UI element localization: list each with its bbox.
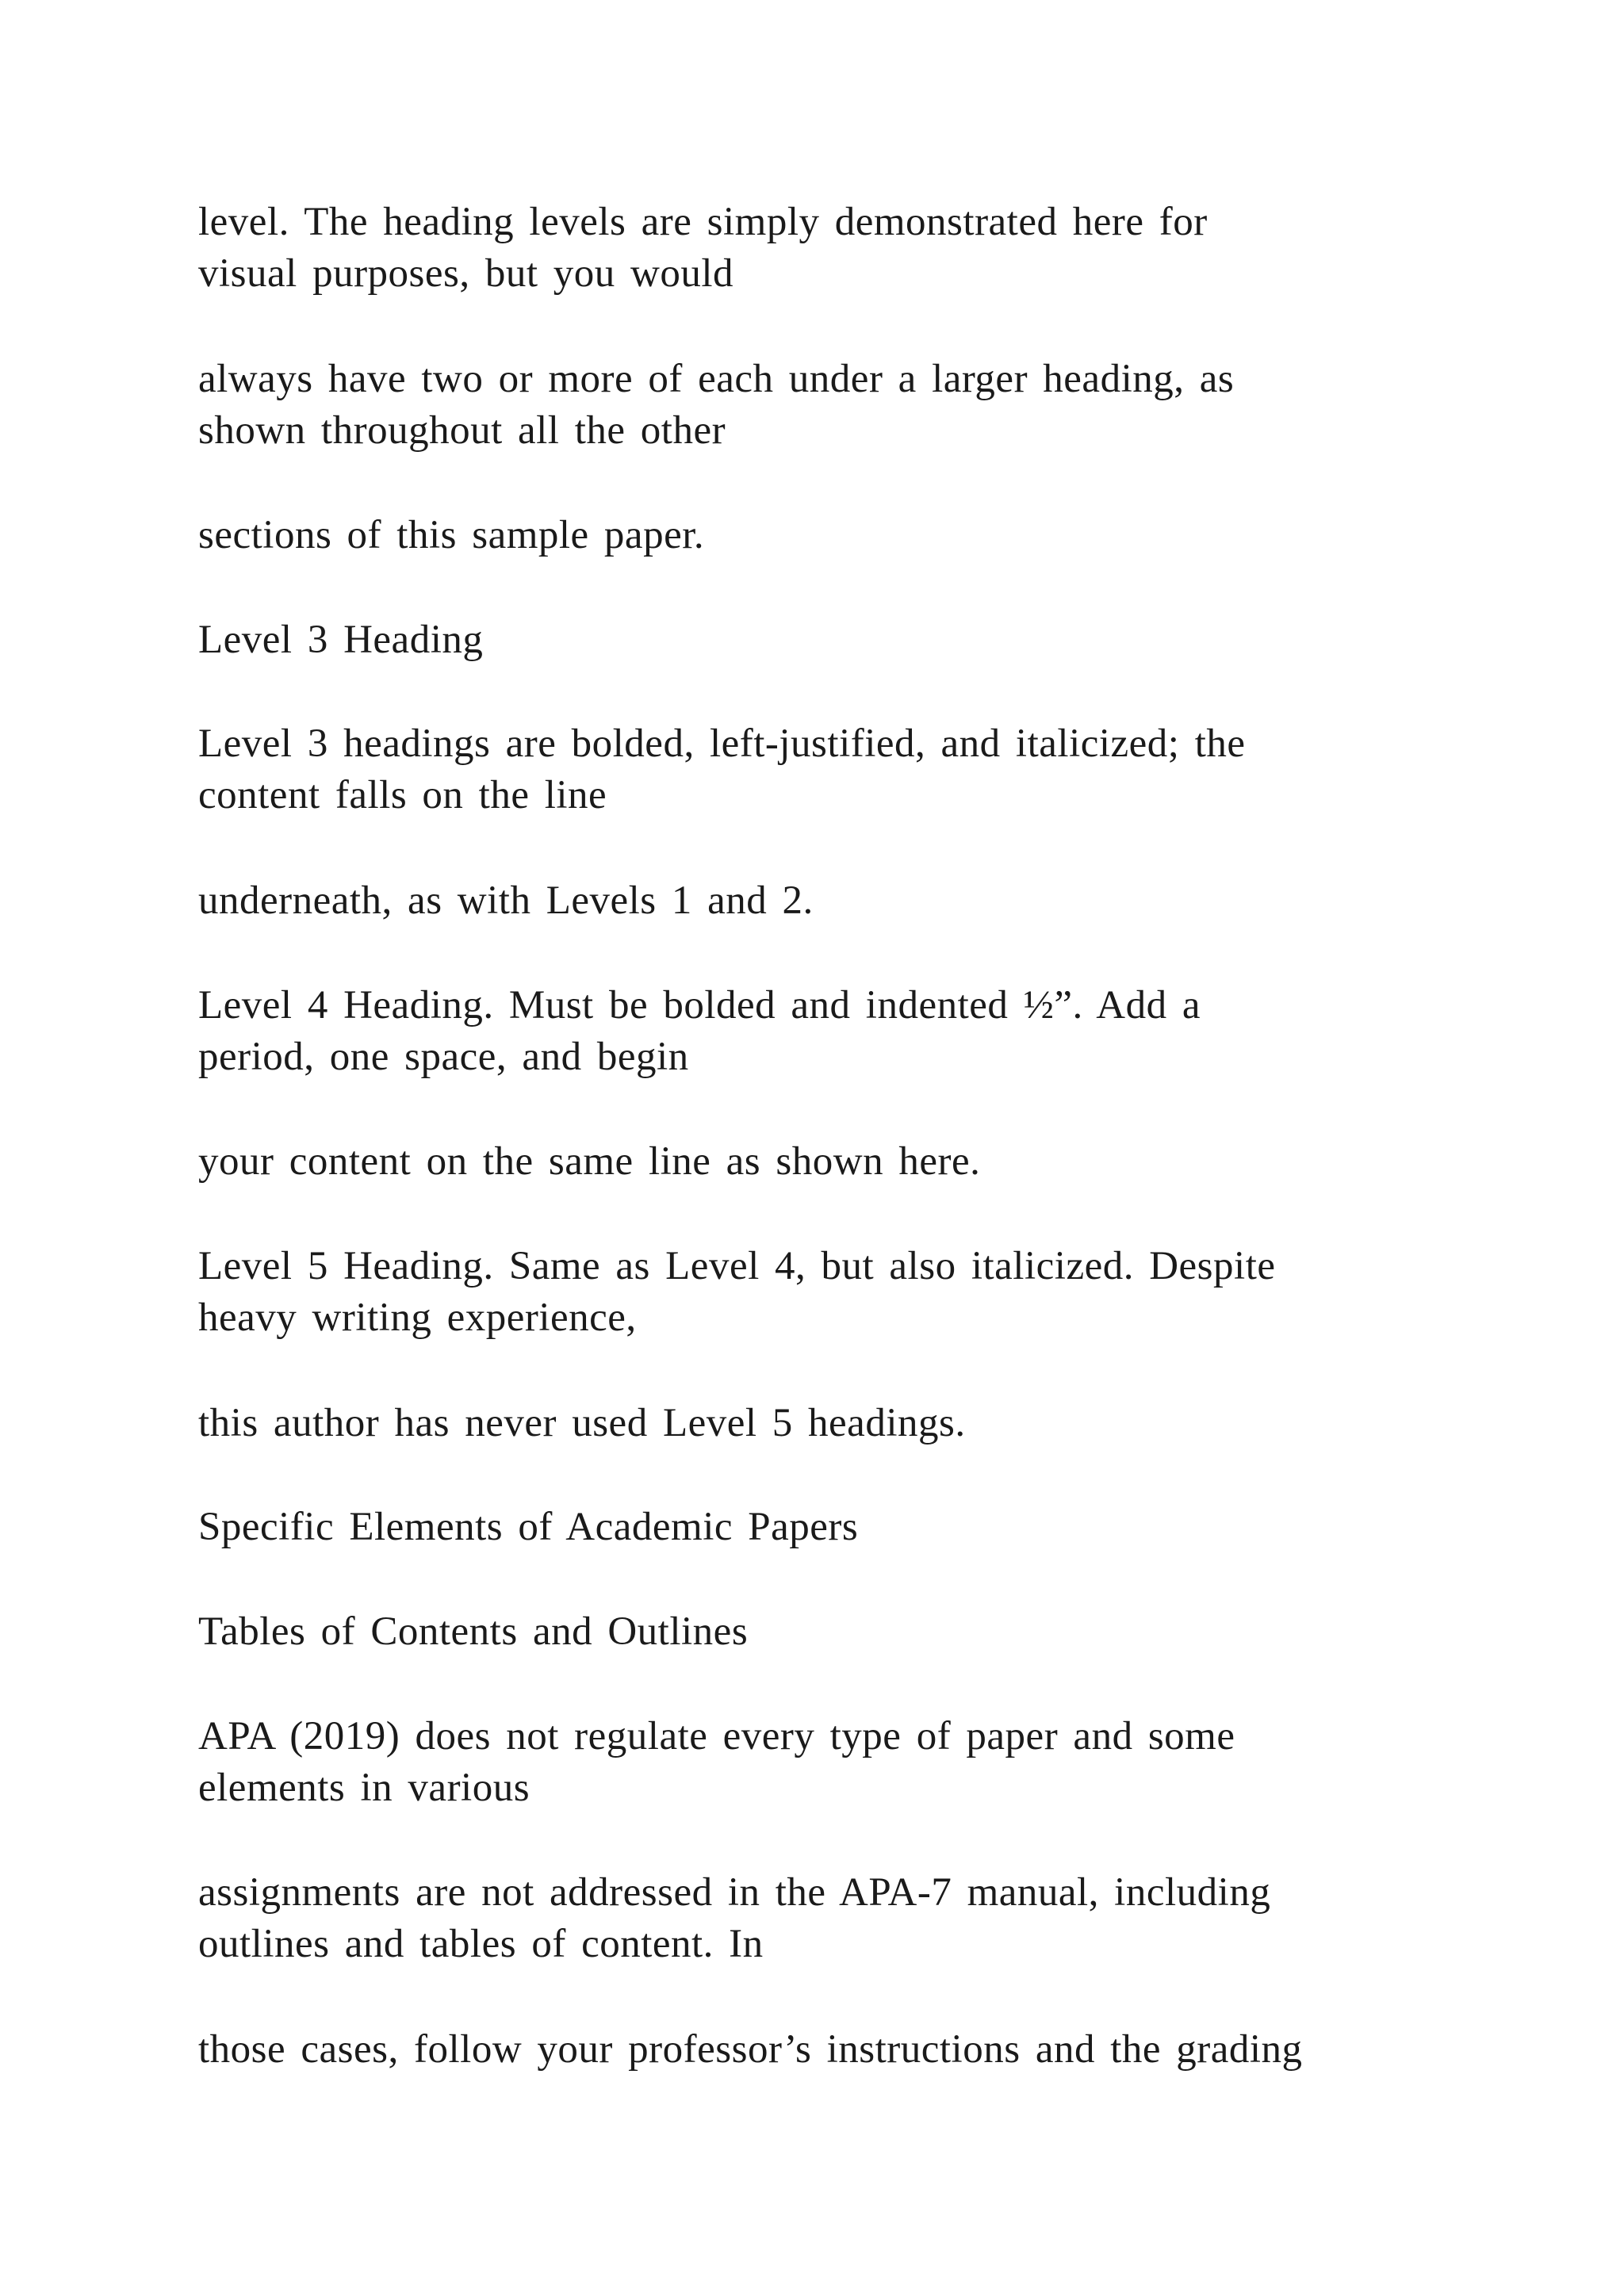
text-line: content falls on the line bbox=[198, 773, 607, 817]
heading-specific-elements bbox=[198, 1502, 1546, 1553]
text-line: heavy writing experience, bbox=[198, 1295, 637, 1340]
text-line: level. The heading levels are simply demonstrated here for bbox=[198, 200, 1208, 244]
text-line: those cases, follow your professor’s instructions and the grading bbox=[198, 2027, 1303, 2072]
paragraph-8 bbox=[198, 1241, 1546, 1344]
text-line: Level 5 Heading. Same as Level 4, but also italicized. Despite bbox=[198, 1244, 1276, 1288]
text-line: Specific Elements of Academic Papers bbox=[198, 1505, 859, 1549]
paragraph-11 bbox=[198, 1867, 1546, 1970]
text-line: shown throughout all the other bbox=[198, 408, 726, 453]
paragraph-10 bbox=[198, 1711, 1546, 1814]
paragraph-3 bbox=[198, 510, 1546, 561]
heading-tables-of-contents bbox=[198, 1606, 1546, 1658]
text-line: your content on the same line as shown here. bbox=[198, 1139, 981, 1184]
text-line: visual purposes, but you would bbox=[198, 251, 734, 296]
paragraph-6 bbox=[198, 980, 1546, 1083]
heading-level-3 bbox=[198, 614, 1546, 666]
paragraph-12 bbox=[198, 2024, 1546, 2076]
paragraph-7 bbox=[198, 1136, 1546, 1188]
text-line: outlines and tables of content. In bbox=[198, 1922, 764, 1966]
paragraph-5 bbox=[198, 875, 1546, 927]
text-line: underneath, as with Levels 1 and 2. bbox=[198, 878, 814, 923]
text-line: Tables of Contents and Outlines bbox=[198, 1609, 749, 1654]
text-line: Level 3 Heading bbox=[198, 618, 484, 662]
text-line: elements in various bbox=[198, 1766, 530, 1810]
text-line: APA (2019) does not regulate every type of paper and some bbox=[198, 1714, 1235, 1758]
text-line: this author has never used Level 5 headings. bbox=[198, 1401, 966, 1445]
paragraph-4 bbox=[198, 718, 1546, 821]
paragraph-1 bbox=[198, 197, 1546, 300]
text-line: period, one space, and begin bbox=[198, 1035, 689, 1079]
text-line: Level 4 Heading. Must be bolded and indented ½”. Add a bbox=[198, 983, 1201, 1027]
text-line: assignments are not addressed in the APA-7 manual, including bbox=[198, 1870, 1271, 1915]
text-line: always have two or more of each under a larger heading, as bbox=[198, 357, 1235, 401]
paragraph-2 bbox=[198, 354, 1546, 457]
text-line: sections of this sample paper. bbox=[198, 513, 705, 557]
text-line: Level 3 headings are bolded, left-justified, and italicized; the bbox=[198, 721, 1246, 766]
paragraph-9 bbox=[198, 1398, 1546, 1449]
